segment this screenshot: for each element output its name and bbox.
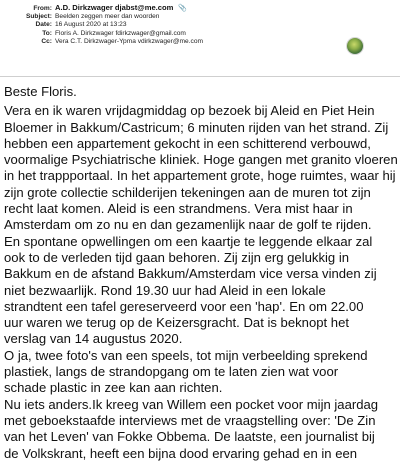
from-value[interactable]: A.D. Dirkzwager djabst@me.com <box>55 3 174 12</box>
header-divider <box>0 76 400 77</box>
body-line: Amsterdam om zo nu en dan gezamenlijk naar de golf te rijden. <box>4 217 372 233</box>
from-label: From: <box>33 5 52 12</box>
body-line: Bloemer in Bakkum/Castricum; 6 minuten rijden van het strand. Zij <box>4 119 389 135</box>
body-line: O ja, twee foto's van een speels, tot mijn verbeelding sprekend <box>4 347 368 363</box>
body-line: in het trappportaal. In het appartement grote, hoge ruimtes, waar hij <box>4 168 396 184</box>
sender-avatar <box>347 38 363 54</box>
cc-label: Cc: <box>41 38 52 46</box>
date-label: Date: <box>35 21 52 29</box>
email-header <box>0 4 340 47</box>
body-line: van het Leven' van Fokke Obbema. De laatste, een journalist bij <box>4 429 375 445</box>
body-line: ook to de verleden tijd gaan behoren. Zij zijn erg gelukkig in <box>4 249 350 265</box>
body-line: Vera en ik waren vrijdagmiddag op bezoek bij Aleid en Piet Hein <box>4 103 375 119</box>
subject-row <box>0 13 340 22</box>
date-row <box>0 21 340 30</box>
body-line: niet bezwaarlijk. Rond 19.30 uur had Aleid in een lokale <box>4 282 326 298</box>
subject-label: Subject: <box>25 12 52 20</box>
body-line: hebben een appartement gekocht in een schitterend verbouwd, <box>4 135 371 151</box>
body-line: Bakkum en de afstand Bakkum/Amsterdam vice versa vinden zij <box>4 266 377 282</box>
from-row <box>0 4 340 13</box>
date-value: 16 August 2020 at 13:23 <box>55 21 127 29</box>
subject-value: Beelden zeggen meer dan woorden <box>55 12 160 20</box>
body-line: recht laat komen. Aleid is een strandmens. Vera mist haar in <box>4 201 353 217</box>
body-line: voormalige Psychiatrische kliniek. Hoge gangen met granito vloeren <box>4 152 398 168</box>
body-line: schade plastic in zee kan aan richten. <box>4 380 223 396</box>
body-line: uur waren we terug op de Keizersgracht. Dat is beknopt het <box>4 315 349 331</box>
email-body <box>4 84 400 462</box>
body-line: met geboekstaafde interviews met de vraagstelling over: 'De Zin <box>4 412 376 428</box>
paperclip-icon[interactable]: 📎 <box>178 5 188 12</box>
body-line: Beste Floris. <box>4 84 77 99</box>
body-line: verslag van 14 augustus 2020. <box>4 331 183 347</box>
cc-value[interactable]: Vera C.T. Dirkzwager-Ypma vdirkzwager@me.com <box>55 38 204 46</box>
body-line: plastiek, langs de strandopgang om te laten zien wat voor <box>4 364 339 380</box>
to-label: To: <box>42 29 52 37</box>
to-row <box>0 30 340 39</box>
body-line: de Volkskrant, heeft een bijna dood ervaring gehad en in een <box>4 445 358 461</box>
body-line: strandtent een tafel gereserveerd voor een 'hap'. En om 22.00 <box>4 298 364 314</box>
cc-row <box>0 38 340 47</box>
body-line: zijn grote collectie schilderijen tekeningen aan de muren tot zijn <box>4 184 371 200</box>
body-line: Nu iets anders.Ik kreeg van Willem een pocket voor mijn jaardag <box>4 396 379 412</box>
to-value[interactable]: Floris A. Dirkzwager fdirkzwager@gmail.com <box>55 29 186 37</box>
body-line: En spontane opwellingen om een kaartje te leggende elkaar zal <box>4 233 373 249</box>
